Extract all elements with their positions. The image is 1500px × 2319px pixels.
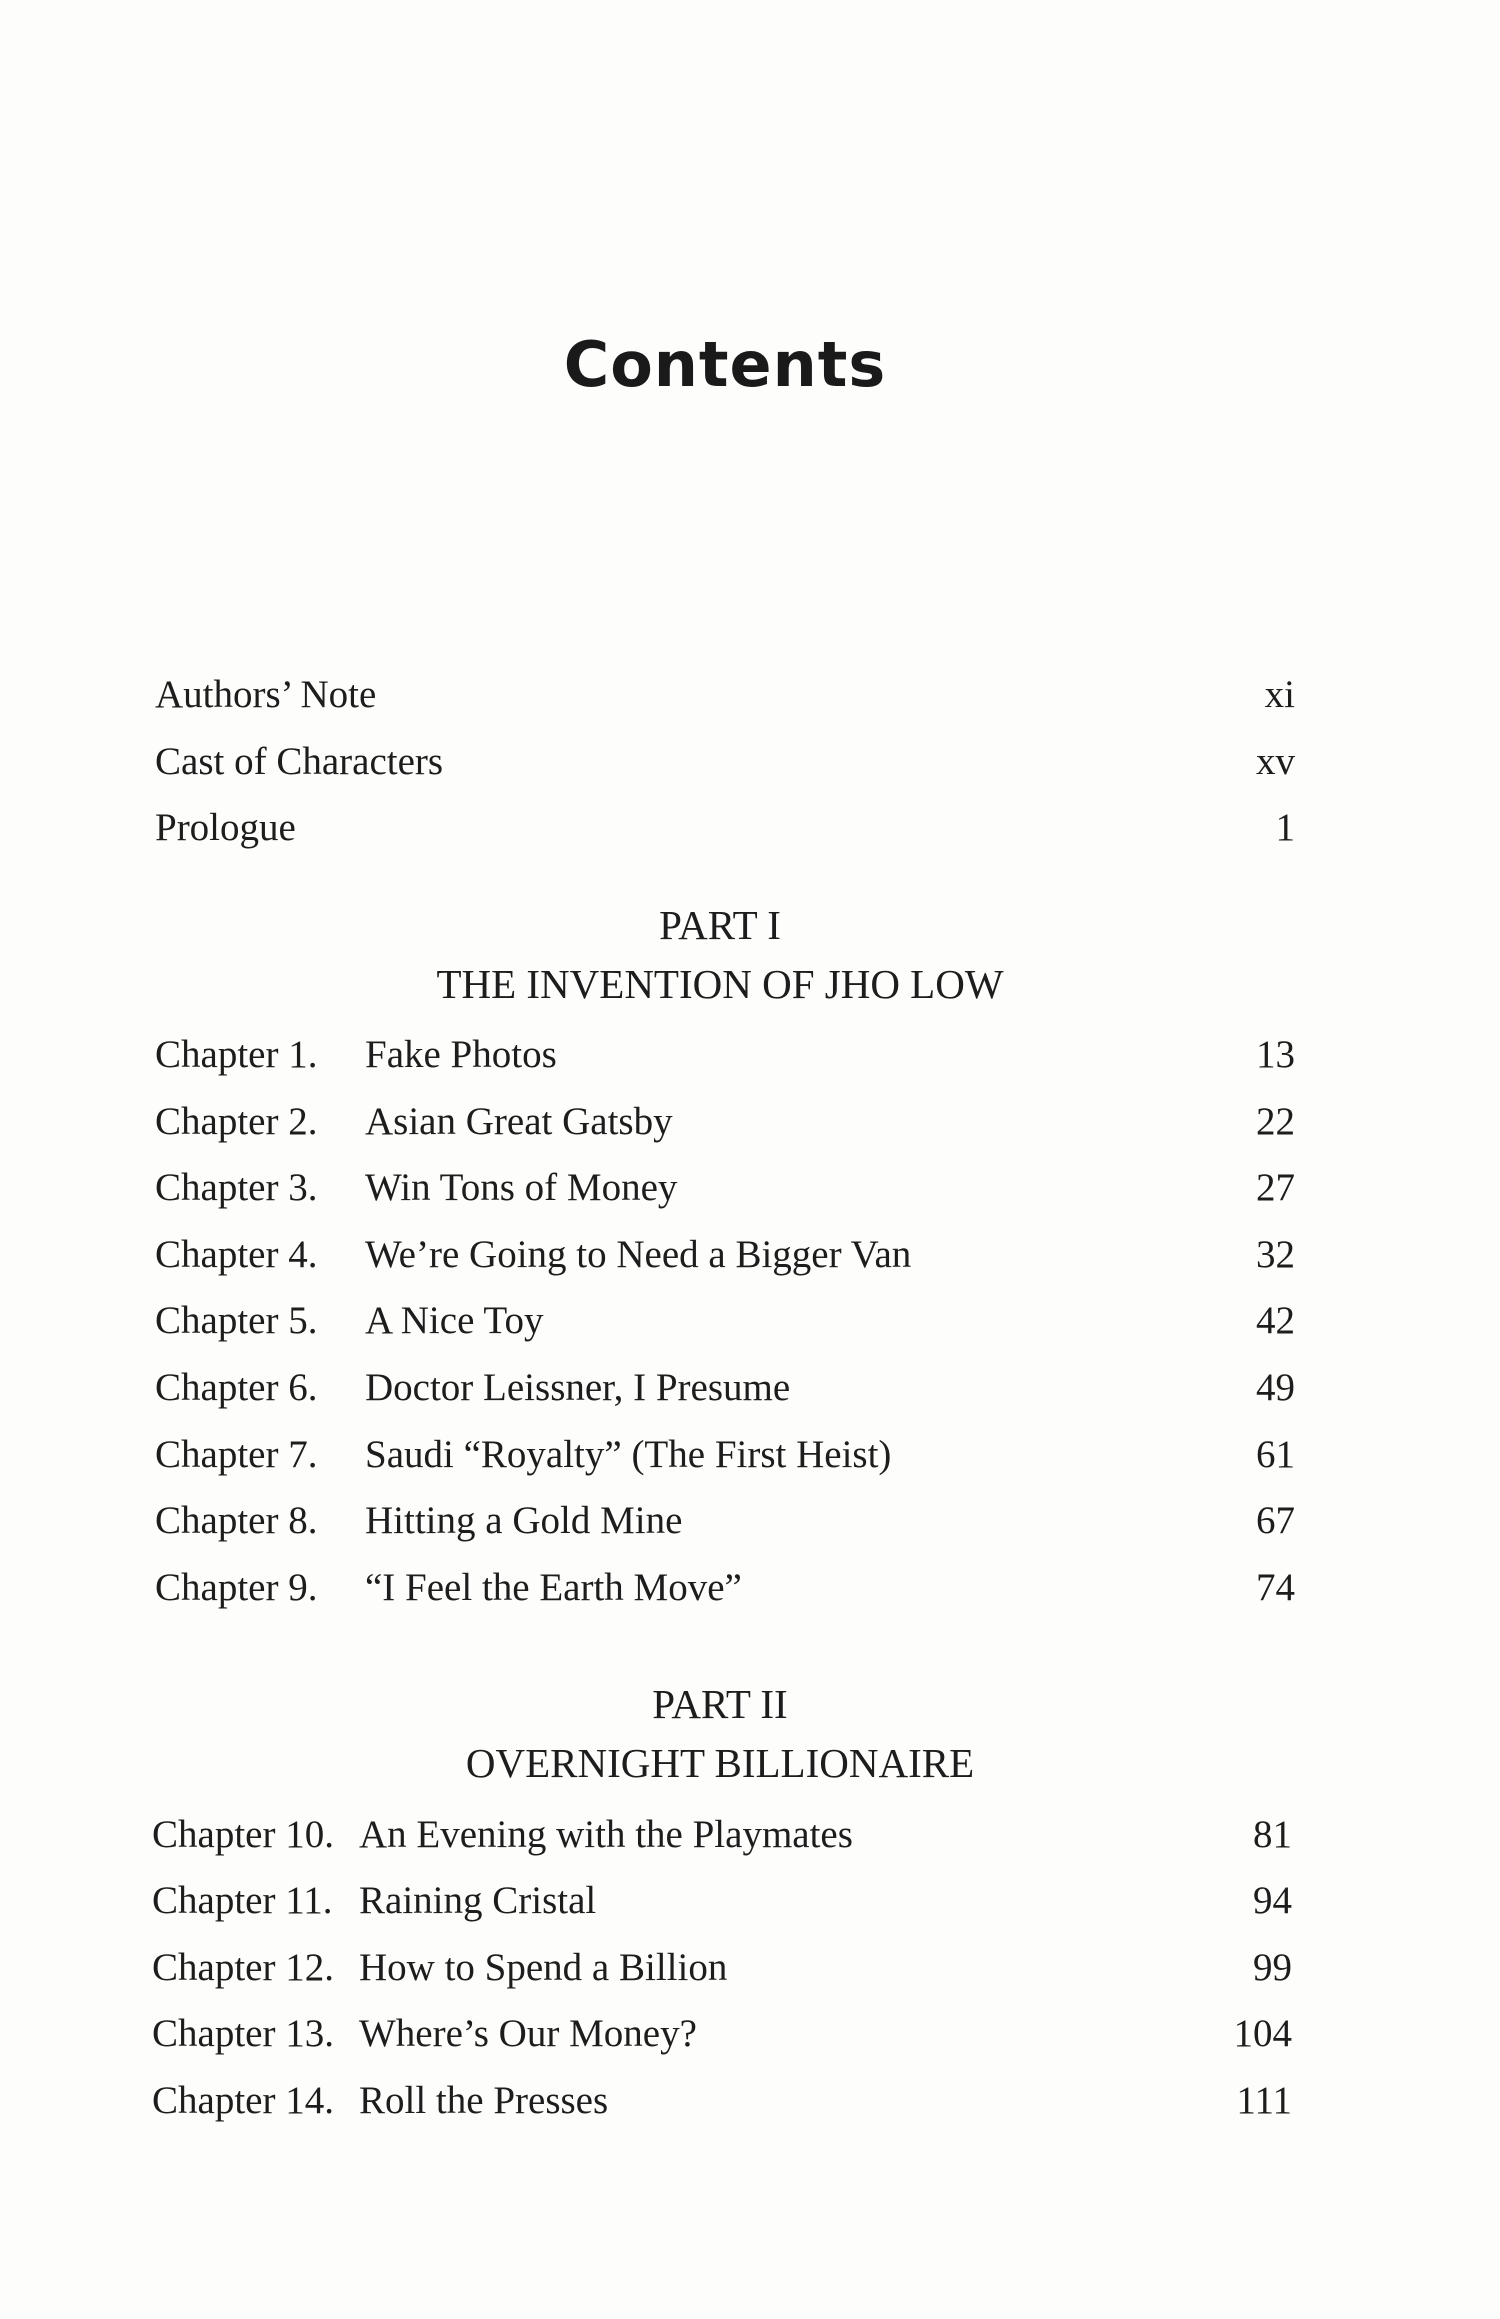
toc-entry-chapter-7[interactable] <box>155 1426 1295 1484</box>
page-number: 94 <box>1253 1879 1292 1922</box>
toc-entry-chapter-2[interactable] <box>155 1093 1295 1151</box>
page-number: 99 <box>1253 1946 1292 1989</box>
page-number: 22 <box>1256 1100 1295 1143</box>
chapter-label: Chapter 1. <box>155 1033 318 1076</box>
toc-entry-chapter-9[interactable] <box>155 1559 1295 1617</box>
toc-entry-chapter-5[interactable] <box>155 1292 1295 1350</box>
chapter-label: Chapter 9. <box>155 1566 318 1609</box>
toc-entry-chapter-3[interactable] <box>155 1159 1295 1217</box>
toc-entry-chapter-1[interactable] <box>155 1026 1295 1084</box>
entry-title: Authors’ Note <box>155 673 377 716</box>
chapter-title: Raining Cristal <box>359 1879 597 1922</box>
page-number: xi <box>1264 673 1295 716</box>
chapter-label: Chapter 2. <box>155 1100 318 1143</box>
chapter-title: Asian Great Gatsby <box>365 1100 673 1143</box>
toc-entry-chapter-6[interactable] <box>155 1359 1295 1417</box>
toc-entry-chapter-14[interactable] <box>152 2072 1292 2130</box>
chapter-title: Doctor Leissner, I Presume <box>365 1366 791 1409</box>
page-number: 42 <box>1256 1299 1295 1342</box>
chapter-label: Chapter 14. <box>152 2079 334 2122</box>
toc-entry-chapter-4[interactable] <box>155 1226 1295 1284</box>
chapter-title: We’re Going to Need a Bigger Van <box>365 1233 912 1276</box>
part-label: PART I <box>659 902 781 948</box>
chapter-label: Chapter 7. <box>155 1433 318 1476</box>
toc-entry-prologue[interactable] <box>155 799 1295 857</box>
toc-entry-chapter-8[interactable] <box>155 1492 1295 1550</box>
part-title: THE INVENTION OF JHO LOW <box>436 961 1004 1007</box>
toc-entry-cast-of-characters[interactable] <box>155 733 1295 791</box>
page-number: 1 <box>1275 806 1295 849</box>
toc-entry-chapter-10[interactable] <box>152 1806 1292 1864</box>
entry-title: Prologue <box>155 806 296 849</box>
page-title: Contents <box>563 328 887 401</box>
chapter-title: How to Spend a Billion <box>359 1946 728 1989</box>
chapter-title: Win Tons of Money <box>365 1166 678 1209</box>
chapter-label: Chapter 5. <box>155 1299 318 1342</box>
chapter-title: A Nice Toy <box>365 1299 544 1342</box>
page-number: 27 <box>1256 1166 1295 1209</box>
chapter-label: Chapter 8. <box>155 1499 318 1542</box>
page-number: 104 <box>1233 2012 1292 2055</box>
page-number: 111 <box>1236 2079 1292 2122</box>
chapter-title: Roll the Presses <box>359 2079 609 2122</box>
chapter-label: Chapter 11. <box>152 1879 333 1922</box>
chapter-title: Fake Photos <box>365 1033 557 1076</box>
toc-entry-chapter-13[interactable] <box>152 2005 1292 2063</box>
chapter-title: Where’s Our Money? <box>359 2012 697 2055</box>
chapter-label: Chapter 10. <box>152 1813 334 1856</box>
page-number: xv <box>1256 740 1295 783</box>
chapter-title: Saudi “Royalty” (The First Heist) <box>365 1433 892 1476</box>
entry-title: Cast of Characters <box>155 740 444 783</box>
page-number: 32 <box>1256 1233 1295 1276</box>
chapter-label: Chapter 13. <box>152 2012 334 2055</box>
chapter-label: Chapter 6. <box>155 1366 318 1409</box>
chapter-title: Hitting a Gold Mine <box>365 1499 683 1542</box>
page-number: 74 <box>1256 1566 1295 1609</box>
page-number: 67 <box>1256 1499 1295 1542</box>
chapter-title: “I Feel the Earth Move” <box>365 1566 742 1609</box>
chapter-title: An Evening with the Playmates <box>359 1813 853 1856</box>
page-number: 81 <box>1253 1813 1292 1856</box>
page-number: 49 <box>1256 1366 1295 1409</box>
chapter-label: Chapter 12. <box>152 1946 334 1989</box>
toc-entry-authors-note[interactable] <box>155 666 1295 724</box>
page-number: 13 <box>1256 1033 1295 1076</box>
part-label: PART II <box>652 1681 788 1727</box>
part-title: OVERNIGHT BILLIONAIRE <box>465 1740 975 1786</box>
chapter-label: Chapter 4. <box>155 1233 318 1276</box>
page-number: 61 <box>1256 1433 1295 1476</box>
toc-entry-chapter-11[interactable] <box>152 1872 1292 1930</box>
toc-entry-chapter-12[interactable] <box>152 1939 1292 1997</box>
chapter-label: Chapter 3. <box>155 1166 318 1209</box>
